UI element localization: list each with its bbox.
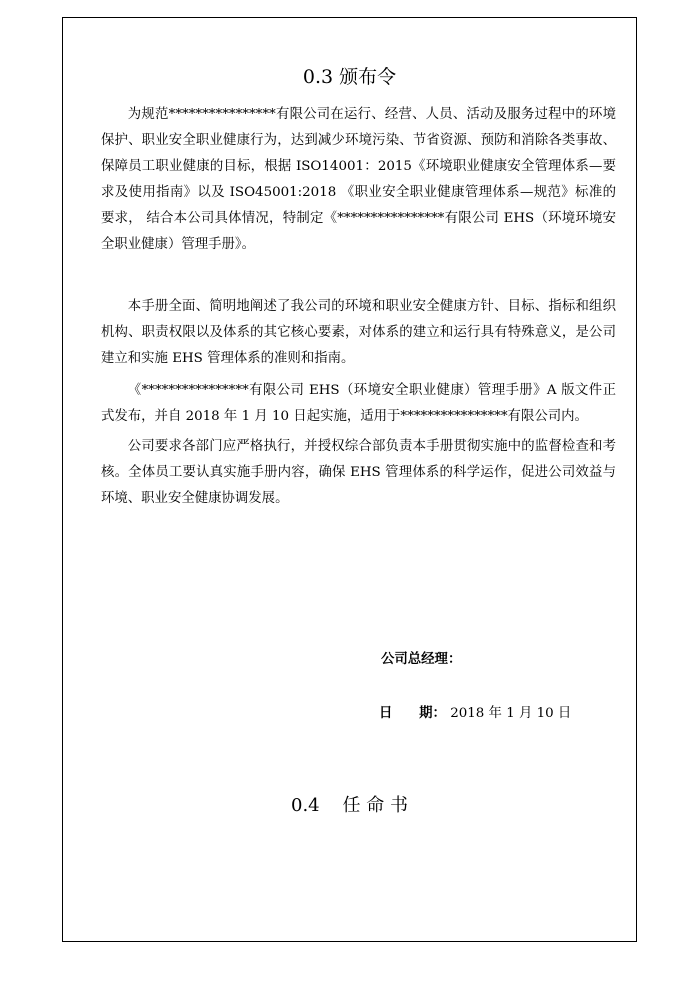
paragraph-3: 《****************有限公司 EHS（环境安全职业健康）管理手册》A 版文件正式发布，并自 2018 年 1 月 10 日起实施，适用于****************有限公司内。 <box>101 383 616 424</box>
section-title: 任 命 书 <box>342 795 408 816</box>
section-number: 0.4 <box>291 795 320 816</box>
section-title-appointment <box>63 791 636 817</box>
page-frame <box>62 17 637 942</box>
paragraph-2: 本手册全面、简明地阐述了我公司的环境和职业安全健康方针、目标、指标和组织机构、职责权限以及体系的其它核心要素，对体系的建立和运行具有特殊意义，是公司建立和实施 EHS 管理体系的准则和指南。 <box>101 299 616 366</box>
general-manager-signature-label: 公司总经理： <box>381 651 462 667</box>
paragraph-1: 为规范****************有限公司在运行、经营、人员、活动及服务过程中的环境保护、职业安全职业健康行为，达到减少环境污染、节省资源、预防和消除各类事故、保障员工职业健康的目标，根据 ISO14001：2015《环境职业健康安全管理体系—要求及使用指南》以及 ISO45001:2018 《职业安全职业健康管理体系—规范》标准的要求， 结合本公司具体情况，特制定《****************有限公司 EHS（环境环境安全职业健康）管理手册》。 <box>101 107 616 252</box>
paragraph-4: 公司要求各部门应严格执行，并授权综合部负责本手册贯彻实施中的监督检查和考核。全体员工要认真实施手册内容，确保 EHS 管理体系的科学运作，促进公司效益与环境、职业安全健康协调发展。 <box>101 439 616 506</box>
section-title-promulgation: 0.3 颁布令 <box>302 66 397 88</box>
date-label: 日 期： <box>379 705 446 721</box>
date-line <box>379 702 571 721</box>
date-value: 2018 年 1 月 10 日 <box>450 706 572 721</box>
